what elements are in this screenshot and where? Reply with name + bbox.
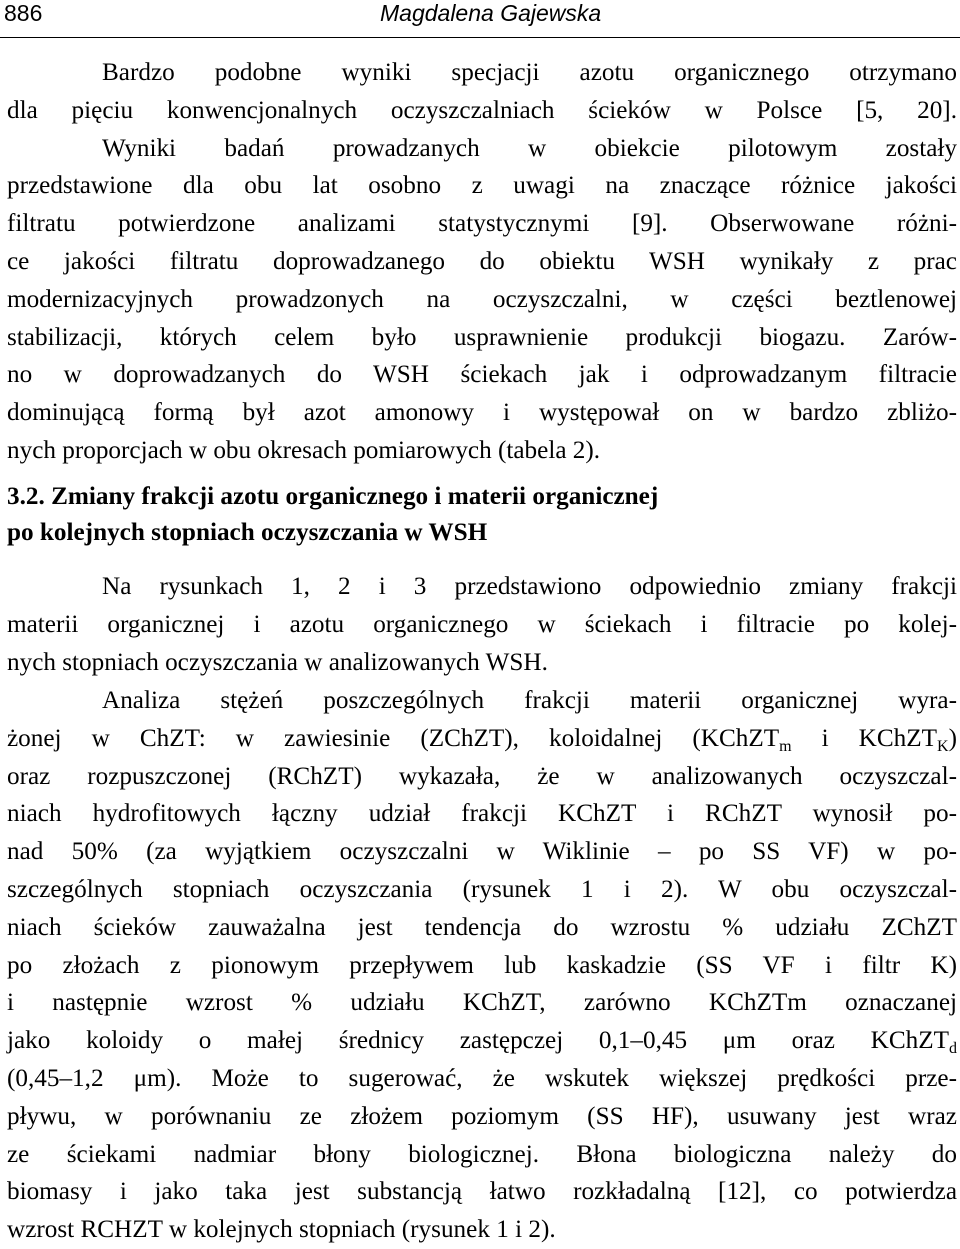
paragraph-2 (7, 568, 957, 681)
page-number: 886 (4, 0, 43, 26)
text-line: (0,45–1,2 μm). Może to sugerować, że wskutek większej prędkości prze- (7, 1064, 957, 1092)
text-line: materii organicznej i azotu organicznego w ściekach i filtracie po kolej- (7, 610, 957, 638)
text-fragment: i KChZT (791, 724, 938, 752)
text-line: dla pięciu konwencjonalnych oczyszczalniach ścieków w Polsce [5, 20]. (7, 96, 957, 124)
section-heading-line-2: po kolejnych stopniach oczyszczania w WSH (7, 519, 488, 546)
text-line: nad 50% (za wyjątkiem oczyszczalni w Wiklinie – po SS VF) w po- (7, 838, 957, 866)
text-fragment: żonej w ChZT: w zawiesinie (ZChZT), koloidalnej (KChZT (7, 724, 780, 752)
text-fragment: ) (948, 724, 957, 752)
text-line-with-subscripts (7, 720, 957, 758)
text-line: ze ściekami nadmiar błony biologicznej. Błona biologiczna należy do (7, 1140, 957, 1168)
text-line: stabilizacji, których celem było usprawnienie produkcji biogazu. Zarów- (7, 323, 957, 351)
text-line: po złożach z pionowym przepływem lub kaskadzie (SS VF i filtr K) (7, 951, 957, 979)
page-header (0, 0, 960, 38)
text-line: modernizacyjnych prowadzonych na oczyszczalni, w części beztlenowej (7, 285, 957, 313)
text-line: nych proporcjach w obu okresach pomiarowych (tabela 2). (7, 436, 601, 464)
text-line: oraz rozpuszczonej (RChZT) wykazała, że w analizowanych oczyszczal- (7, 762, 957, 790)
text-line: szczególnych stopniach oczyszczania (rysunek 1 i 2). W obu oczyszczal- (7, 875, 957, 903)
subscript: m (779, 737, 792, 755)
text-fragment: jako koloidy o małej średnicy zastępczej 0,1–0,45 μm oraz KChZT (7, 1027, 949, 1055)
text-line: dominującą formą był azot amonowy i występował on w bardzo zbliżo- (7, 399, 957, 427)
text-line-with-subscript (7, 1022, 957, 1060)
text-line: wzrost RCHZT w kolejnych stopniach (rysunek 1 i 2). (7, 1216, 556, 1244)
text-line: i następnie wzrost % udziału KChZT, zarówno KChZTm oznaczanej (7, 989, 957, 1017)
section-heading-line-1: 3.2. Zmiany frakcji azotu organicznego i materii organicznej (7, 483, 659, 510)
text-line: niach hydrofitowych łączny udział frakcji KChZT i RChZT wynosił po- (7, 800, 957, 828)
text-line: no w doprowadzanych do WSH ściekach jak i odprowadzanym filtracie (7, 361, 957, 389)
paragraph-1 (7, 54, 957, 470)
text-line: pływu, w porównaniu ze złożem poziomym (SS HF), usuwany jest wraz (7, 1102, 957, 1130)
text-line: biomasy i jako taka jest substancją łatwo rozkładalną [12], co potwierdza (7, 1178, 957, 1206)
text-line: Wyniki badań prowadzanych w obiekcie pilotowym zostały (102, 134, 957, 162)
text-line: niach ścieków zauważalna jest tendencja do wzrostu % udziału ZChZT (7, 913, 957, 941)
text-line: Bardzo podobne wyniki specjacji azotu organicznego otrzymano (102, 59, 957, 86)
text-line: Analiza stężeń poszczególnych frakcji materii organicznej wyra- (102, 687, 957, 714)
section-heading (7, 479, 957, 551)
text-line: przedstawione dla obu lat osobno z uwagi na znaczące różnice jakości (7, 172, 957, 200)
running-head-author: Magdalena Gajewska (380, 0, 602, 26)
paragraph-3 (7, 682, 957, 1249)
text-line: Na rysunkach 1, 2 i 3 przedstawiono odpowiednio zmiany frakcji (102, 573, 957, 600)
subscript: d (949, 1040, 957, 1058)
text-line: filtratu potwierdzone analizami statystycznymi [9]. Obserwowane różni- (7, 210, 957, 238)
subscript: K (937, 737, 949, 755)
text-line: nych stopniach oczyszczania w analizowanych WSH. (7, 648, 548, 676)
text-line: ce jakości filtratu doprowadzanego do obiektu WSH wynikały z prac (7, 247, 957, 275)
